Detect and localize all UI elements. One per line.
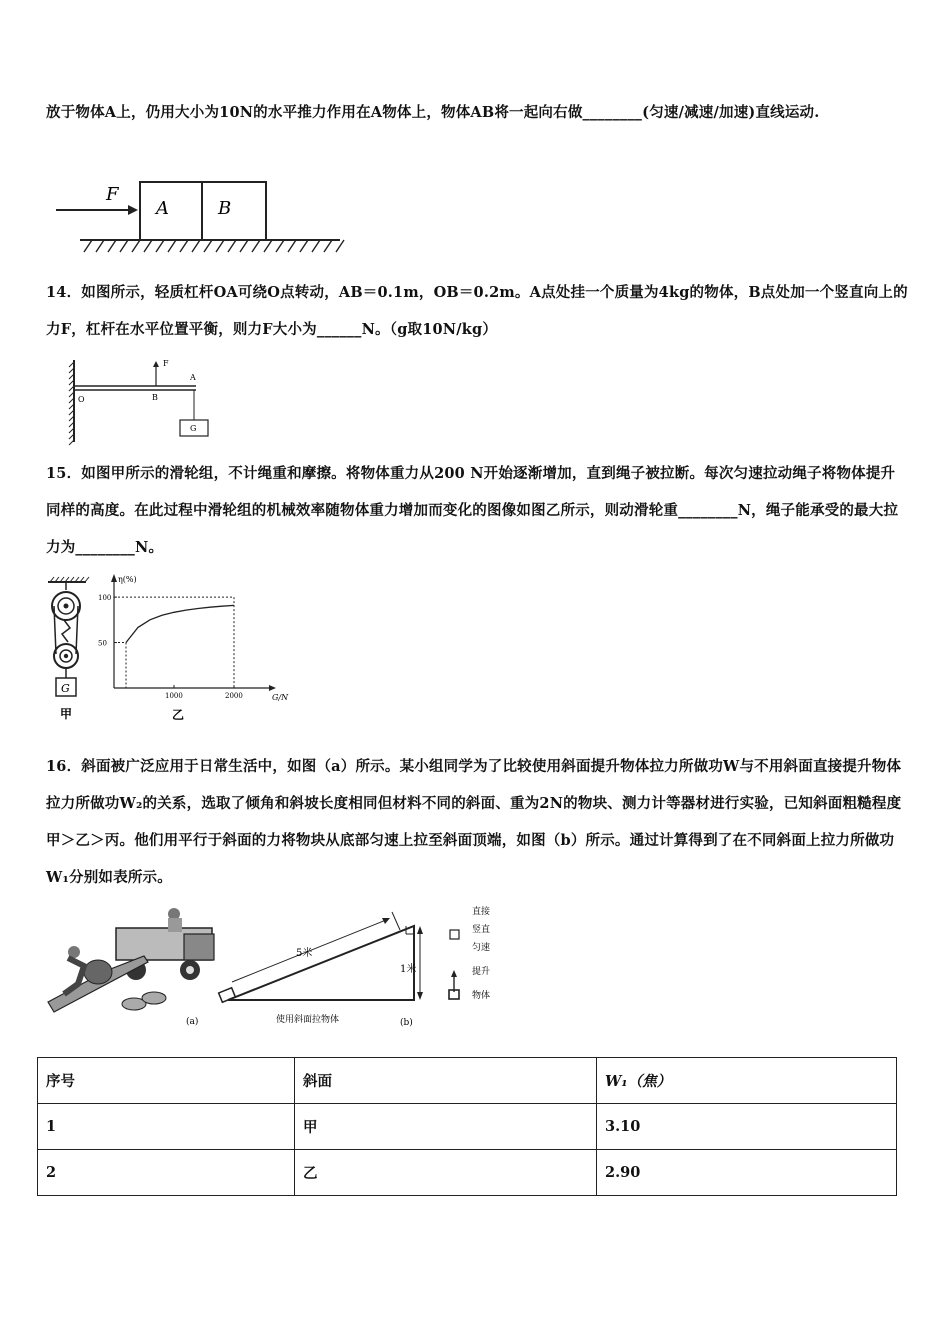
force-f-label: F bbox=[163, 359, 169, 368]
side-text-5: 物体 bbox=[472, 991, 491, 1001]
efficiency-curve bbox=[126, 605, 234, 642]
header-cell: 斜面 bbox=[295, 1058, 597, 1104]
y-axis-label: η(%) bbox=[118, 575, 137, 584]
table-cell: 1 bbox=[38, 1104, 295, 1150]
x-tick-label: 1000 bbox=[165, 692, 183, 700]
q15-text: 15．如图甲所示的滑轮组，不计绳重和摩擦。将物体重力从200 N开始逐渐增加，直到绳子被拉断。每次匀速拉动绳子将物体提升同样的高度。在此过程中滑轮组的机械效率随物体重力增加而变化的图像如图乙所示，则动滑轮重________N，绳子能承受的最大拉力为________N。 bbox=[46, 465, 899, 556]
x-tick-label: 2000 bbox=[225, 692, 243, 700]
rope-left bbox=[54, 606, 56, 654]
incline bbox=[228, 926, 417, 1000]
side-text-1: 直接 bbox=[472, 907, 491, 917]
q13-text: 放于物体A上，仍用大小为10N的水平推力作用在A物体上，物体AB将一起向右做________(匀速/减速/加速)直线运动. bbox=[46, 104, 820, 121]
table-cell: 2.90 bbox=[597, 1150, 897, 1196]
y-tick-label: 100 bbox=[98, 594, 112, 603]
top-block bbox=[450, 930, 459, 939]
rope-right bbox=[76, 606, 78, 654]
table-cell: 2 bbox=[38, 1150, 295, 1196]
barrel bbox=[84, 960, 112, 984]
caption-text: 使用斜面拉物体 bbox=[276, 1015, 340, 1025]
point-b-label: B bbox=[152, 393, 158, 402]
side-text-3: 匀速 bbox=[472, 943, 491, 953]
q14-figure bbox=[66, 356, 226, 446]
y-tick-label: 50 bbox=[98, 639, 107, 648]
caption-b: (b) bbox=[400, 1018, 413, 1028]
q16-figure-b bbox=[214, 904, 514, 1032]
q14-text: 14．如图所示，轻质杠杆OA可绕O点转动，AB＝0.1m，OB＝0.2m。A点处挂一个质量为4kg的物体，B点处加一个竖直向上的力F，杠杆在水平位置平衡，则力F大小为______N。（g取10N/kg） bbox=[46, 284, 908, 338]
block-b bbox=[202, 182, 266, 240]
efficiency-chart bbox=[92, 570, 289, 724]
force-label: F bbox=[106, 184, 119, 205]
work-table bbox=[37, 1057, 897, 1196]
header-cell: W₁（焦） bbox=[597, 1058, 897, 1104]
rope-middle bbox=[62, 620, 70, 642]
table-cell: 甲 bbox=[295, 1104, 597, 1150]
q16-text: 16．斜面被广泛应用于日常生活中，如图（a）所示。某小组同学为了比较使用斜面提升物体拉力所做功W与不用斜面直接提升物体拉力所做功W₂的关系，选取了倾角和斜坡长度相同但材料不同的斜面、重为2N的物块、测力计等器材进行实验，已知斜面粗糙程度甲＞乙＞丙。他们用平行于斜面的力将物块从底部匀速上拉至斜面顶端，如图（b）所示。通过计算得到了在不同斜面上拉力所做功W₁分别如表所示。 bbox=[46, 758, 902, 886]
caption-a: (a) bbox=[186, 1017, 199, 1027]
point-a-label: A bbox=[190, 373, 196, 382]
caption-jia: 甲 bbox=[60, 707, 73, 721]
q13-figure bbox=[50, 172, 350, 264]
header-cell: 序号 bbox=[38, 1058, 295, 1104]
height-label: 1米 bbox=[400, 964, 417, 975]
q15-pulley-figure bbox=[44, 576, 94, 722]
table-row bbox=[38, 1104, 897, 1150]
chart-axes bbox=[111, 574, 276, 691]
q16-figure-a bbox=[44, 904, 220, 1032]
table-cell: 乙 bbox=[295, 1150, 597, 1196]
caption-yi: 乙 bbox=[172, 708, 185, 722]
table-header-row bbox=[38, 1058, 897, 1104]
block-a-label: A bbox=[156, 198, 169, 219]
ground-hatching bbox=[84, 240, 344, 252]
block-b-label: B bbox=[218, 198, 232, 219]
table-cell: 3.10 bbox=[597, 1104, 897, 1150]
length-label: 5米 bbox=[296, 948, 313, 959]
weight-label: G bbox=[190, 424, 197, 433]
point-o-label: O bbox=[78, 395, 85, 404]
table-row bbox=[38, 1150, 897, 1196]
weight-label: G bbox=[61, 682, 70, 695]
side-text-4: 提升 bbox=[472, 967, 491, 977]
force-arrow-head bbox=[128, 205, 138, 215]
x-axis-label: G/N bbox=[272, 693, 289, 702]
side-text-2: 竖直 bbox=[472, 925, 491, 935]
block-a bbox=[140, 182, 202, 240]
